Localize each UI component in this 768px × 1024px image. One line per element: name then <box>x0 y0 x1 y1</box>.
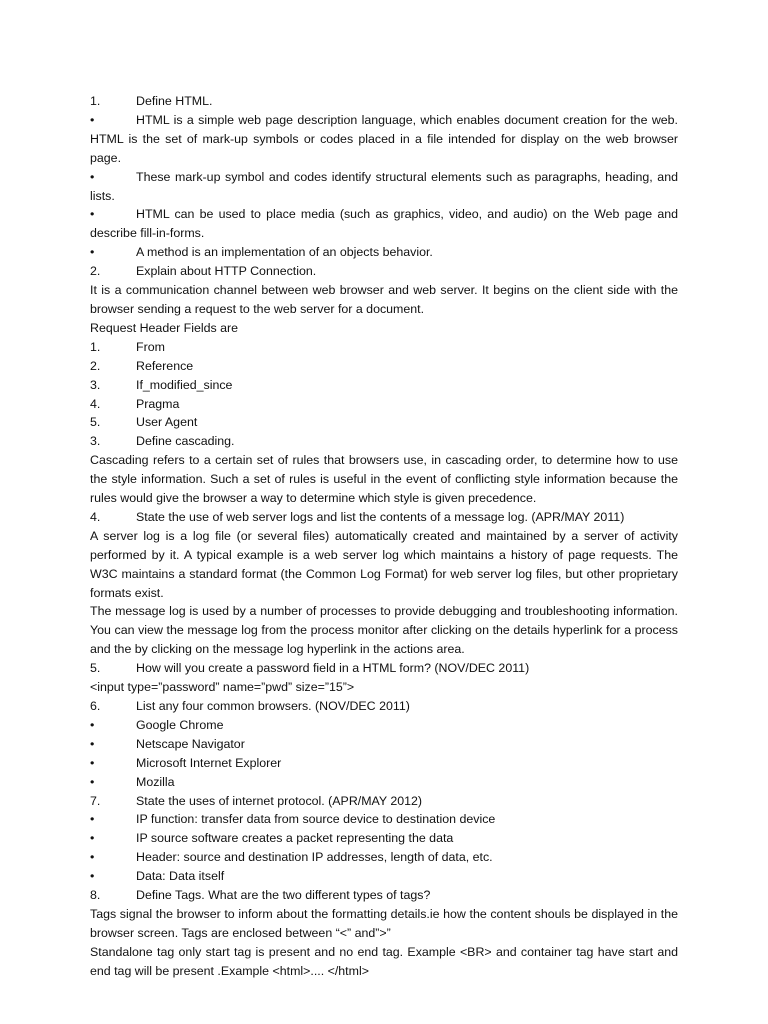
numbered-item <box>90 376 678 395</box>
paragraph: Request Header Fields are <box>90 320 239 335</box>
bullet-item <box>90 168 678 206</box>
bullet-marker: • <box>90 169 95 184</box>
paragraph: A server log is a log file (or several files) automatically created and maintained by a server of activity performed by it. A typical example is a web server log which maintains a history of page requests. The W3C maintains a standard format (the Common Log Format) for web server log files, but other proprietary formats exist. <box>90 528 678 600</box>
numbered-item <box>90 357 678 376</box>
item-text: Header: source and destination IP addresses, length of data, etc. <box>136 850 493 865</box>
item-text: User Agent <box>136 415 198 430</box>
item-text: IP function: transfer data from source device to destination device <box>136 812 496 827</box>
bullet-marker: • <box>90 850 95 865</box>
numbered-item <box>90 659 678 678</box>
numbered-item <box>90 338 678 357</box>
numbered-item <box>90 886 678 905</box>
bullet-marker: • <box>90 736 95 751</box>
item-text: Google Chrome <box>136 717 224 732</box>
bullet-item <box>90 773 678 792</box>
paragraph: Standalone tag only start tag is present and no end tag. Example <BR> and container tag have start and end tag will be present .Example <html>.... </html> <box>90 944 678 978</box>
numbered-item <box>90 413 678 432</box>
paragraph: Tags signal the browser to inform about the formatting details.ie how the content shouls be displayed in the browser screen. Tags are enclosed between “<” and”>” <box>90 906 678 940</box>
item-text: Data: Data itself <box>136 869 225 884</box>
numbered-item <box>90 792 678 811</box>
paragraph: It is a communication channel between web browser and web server. It begins on the client side with the browser sending a request to the web server for a document. <box>90 283 678 316</box>
list-number: 8. <box>90 888 101 903</box>
bullet-item <box>90 867 678 886</box>
list-number: 7. <box>90 793 101 808</box>
list-number: 2. <box>90 358 101 373</box>
numbered-item <box>90 92 678 111</box>
bullet-item <box>90 829 678 848</box>
paragraph: <input type=”password” name=”pwd” size=”15”> <box>90 680 355 695</box>
item-text: List any four common browsers. (NOV/DEC 2011) <box>136 699 410 713</box>
bullet-item <box>90 205 678 243</box>
numbered-item <box>90 432 678 451</box>
item-text: HTML can be used to place media (such as graphics, video, and audio) on the Web page and describe fill-in-forms. <box>90 207 678 241</box>
numbered-item <box>90 508 678 527</box>
item-text: How will you create a password field in a HTML form? (NOV/DEC 2011) <box>136 661 530 676</box>
bullet-item <box>90 716 678 735</box>
bullet-item <box>90 735 678 754</box>
item-text: These mark-up symbol and codes identify structural elements such as paragraphs, heading, and lists. <box>90 169 678 203</box>
bullet-marker: • <box>90 812 95 827</box>
bullet-item <box>90 848 678 867</box>
bullet-item <box>90 111 678 168</box>
numbered-item <box>90 697 678 716</box>
list-number: 3. <box>90 377 101 392</box>
paragraph: The message log is used by a number of processes to provide debugging and troubleshooting information. You can view the message log from the process monitor after clicking on the details hyperlink for a process and the by clicking on the message log hyperlink in the actions area. <box>90 604 678 657</box>
list-number: 1. <box>90 94 101 108</box>
item-text: A method is an implementation of an objects behavior. <box>136 245 433 260</box>
list-number: 6. <box>90 699 101 713</box>
list-number: 5. <box>90 415 101 430</box>
document-body <box>90 92 678 981</box>
numbered-item <box>90 262 678 281</box>
list-number: 2. <box>90 264 101 279</box>
bullet-marker: • <box>90 831 95 846</box>
item-text: HTML is a simple web page description language, which enables document creation for the web. HTML is the set of mark-up symbols or codes placed in a file intended for display on the web browser page. <box>90 112 678 165</box>
bullet-marker: • <box>90 774 95 789</box>
item-text: Define cascading. <box>136 434 235 449</box>
list-number: 3. <box>90 434 101 449</box>
bullet-marker: • <box>90 112 95 127</box>
list-number: 1. <box>90 339 101 354</box>
item-text: Microsoft Internet Explorer <box>136 755 282 770</box>
bullet-item <box>90 810 678 829</box>
list-number: 5. <box>90 661 101 676</box>
item-text: Define HTML. <box>136 94 213 108</box>
bullet-marker: • <box>90 755 95 770</box>
item-text: State the uses of internet protocol. (APR/MAY 2012) <box>136 793 423 808</box>
item-text: Define Tags. What are the two different types of tags? <box>136 888 431 903</box>
bullet-marker: • <box>90 245 95 260</box>
bullet-item <box>90 754 678 773</box>
item-text: From <box>136 339 165 354</box>
list-number: 4. <box>90 509 101 524</box>
item-text: IP source software creates a packet representing the data <box>136 831 454 846</box>
bullet-marker: • <box>90 869 95 884</box>
item-text: Explain about HTTP Connection. <box>136 264 317 279</box>
paragraph: Cascading refers to a certain set of rules that browsers use, in cascading order, to determine how to use the style information. Such a set of rules is useful in the event of conflicting style information because the rules would give the browser a way to determine which style is given precedence. <box>90 453 678 506</box>
item-text: Pragma <box>136 396 180 411</box>
list-number: 4. <box>90 396 101 411</box>
item-text: State the use of web server logs and list the contents of a message log. (APR/MAY 2011) <box>136 509 625 524</box>
bullet-marker: • <box>90 207 95 222</box>
item-text: If_modified_since <box>136 377 233 392</box>
item-text: Reference <box>136 358 194 373</box>
item-text: Netscape Navigator <box>136 736 245 751</box>
item-text: Mozilla <box>136 774 175 789</box>
bullet-item <box>90 243 678 262</box>
numbered-item <box>90 395 678 414</box>
bullet-marker: • <box>90 717 95 732</box>
